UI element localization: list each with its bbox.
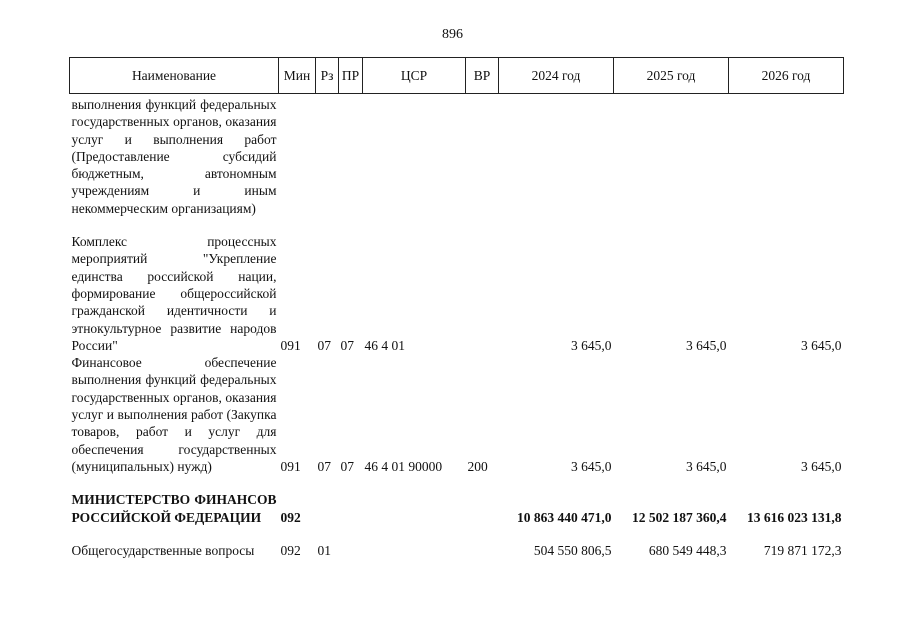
table-row [70, 94, 844, 218]
header-rz: Рз [316, 58, 339, 94]
row-min: 092 [280, 509, 301, 525]
row-min: 091 [280, 458, 301, 474]
budget-table [69, 57, 844, 559]
row-pr [339, 94, 363, 218]
row-min: 092 [280, 542, 301, 558]
row-2025 [614, 94, 729, 218]
row-csr: 46 4 01 90000 [364, 458, 443, 474]
row-2024: 3 645,0 [571, 458, 612, 474]
row-vr [466, 94, 499, 218]
row-csr [363, 475, 466, 526]
row-min [279, 94, 316, 218]
row-2026: 3 645,0 [801, 458, 842, 474]
header-csr: ЦСР [363, 58, 466, 94]
row-name: Комплекс процессных мероприятий "Укрепление единства российской нации, формирование общероссийской гражданской идентичности и этнокультурное развитие народов России" [71, 234, 277, 353]
row-2025: 680 549 448,3 [648, 542, 727, 558]
row-name: МИНИСТЕРСТВО ФИНАНСОВ РОССИЙСКОЙ ФЕДЕРАЦИИ [71, 492, 277, 525]
table-row [70, 526, 844, 559]
row-2024: 10 863 440 471,0 [517, 509, 612, 525]
header-name: Наименование [70, 58, 279, 94]
row-2025: 3 645,0 [686, 337, 727, 353]
row-2024: 504 550 806,5 [533, 542, 612, 558]
row-pr [339, 526, 363, 559]
header-2025: 2025 год [614, 58, 729, 94]
row-pr: 07 [340, 337, 354, 353]
row-min: 091 [280, 337, 301, 353]
row-vr [466, 475, 499, 526]
row-csr [363, 94, 466, 218]
row-pr: 07 [340, 458, 354, 474]
page-number: 896 [442, 27, 463, 42]
row-name: Финансовое обеспечение выполнения функций федеральных государственных органов, оказания услуг и выполнения работ (Закупка товаров, работ и услуг для обеспечения государственных (муниципальных) нужд) [71, 355, 277, 474]
row-2024: 3 645,0 [571, 337, 612, 353]
header-min: Мин [279, 58, 316, 94]
row-2025: 12 502 187 360,4 [632, 509, 727, 525]
row-vr [466, 217, 499, 354]
row-rz: 07 [317, 458, 331, 474]
row-2026 [729, 94, 844, 218]
table-header-row [70, 58, 844, 94]
row-rz: 07 [317, 337, 331, 353]
row-vr [466, 526, 499, 559]
row-csr: 46 4 01 [364, 337, 405, 353]
table-row [70, 354, 844, 475]
row-2024 [499, 94, 614, 218]
row-2025: 3 645,0 [686, 458, 727, 474]
row-name: выполнения функций федеральных государственных органов, оказания услуг и выполнения работ (Предоставление субсидий бюджетным, автономным учреждениям и иным некоммерческим организациям) [71, 97, 277, 216]
header-pr: ПР [339, 58, 363, 94]
row-csr [363, 526, 466, 559]
row-vr: 200 [467, 458, 488, 474]
row-rz: 01 [317, 542, 331, 558]
table-row [70, 475, 844, 526]
header-2026: 2026 год [729, 58, 844, 94]
row-rz [316, 94, 339, 218]
row-2026: 13 616 023 131,8 [747, 509, 842, 525]
row-2026: 3 645,0 [801, 337, 842, 353]
row-name: Общегосударственные вопросы [71, 542, 255, 558]
row-rz [316, 475, 339, 526]
row-pr [339, 475, 363, 526]
header-vr: ВР [466, 58, 499, 94]
header-2024: 2024 год [499, 58, 614, 94]
table-row [70, 217, 844, 354]
row-2026: 719 871 172,3 [763, 542, 842, 558]
